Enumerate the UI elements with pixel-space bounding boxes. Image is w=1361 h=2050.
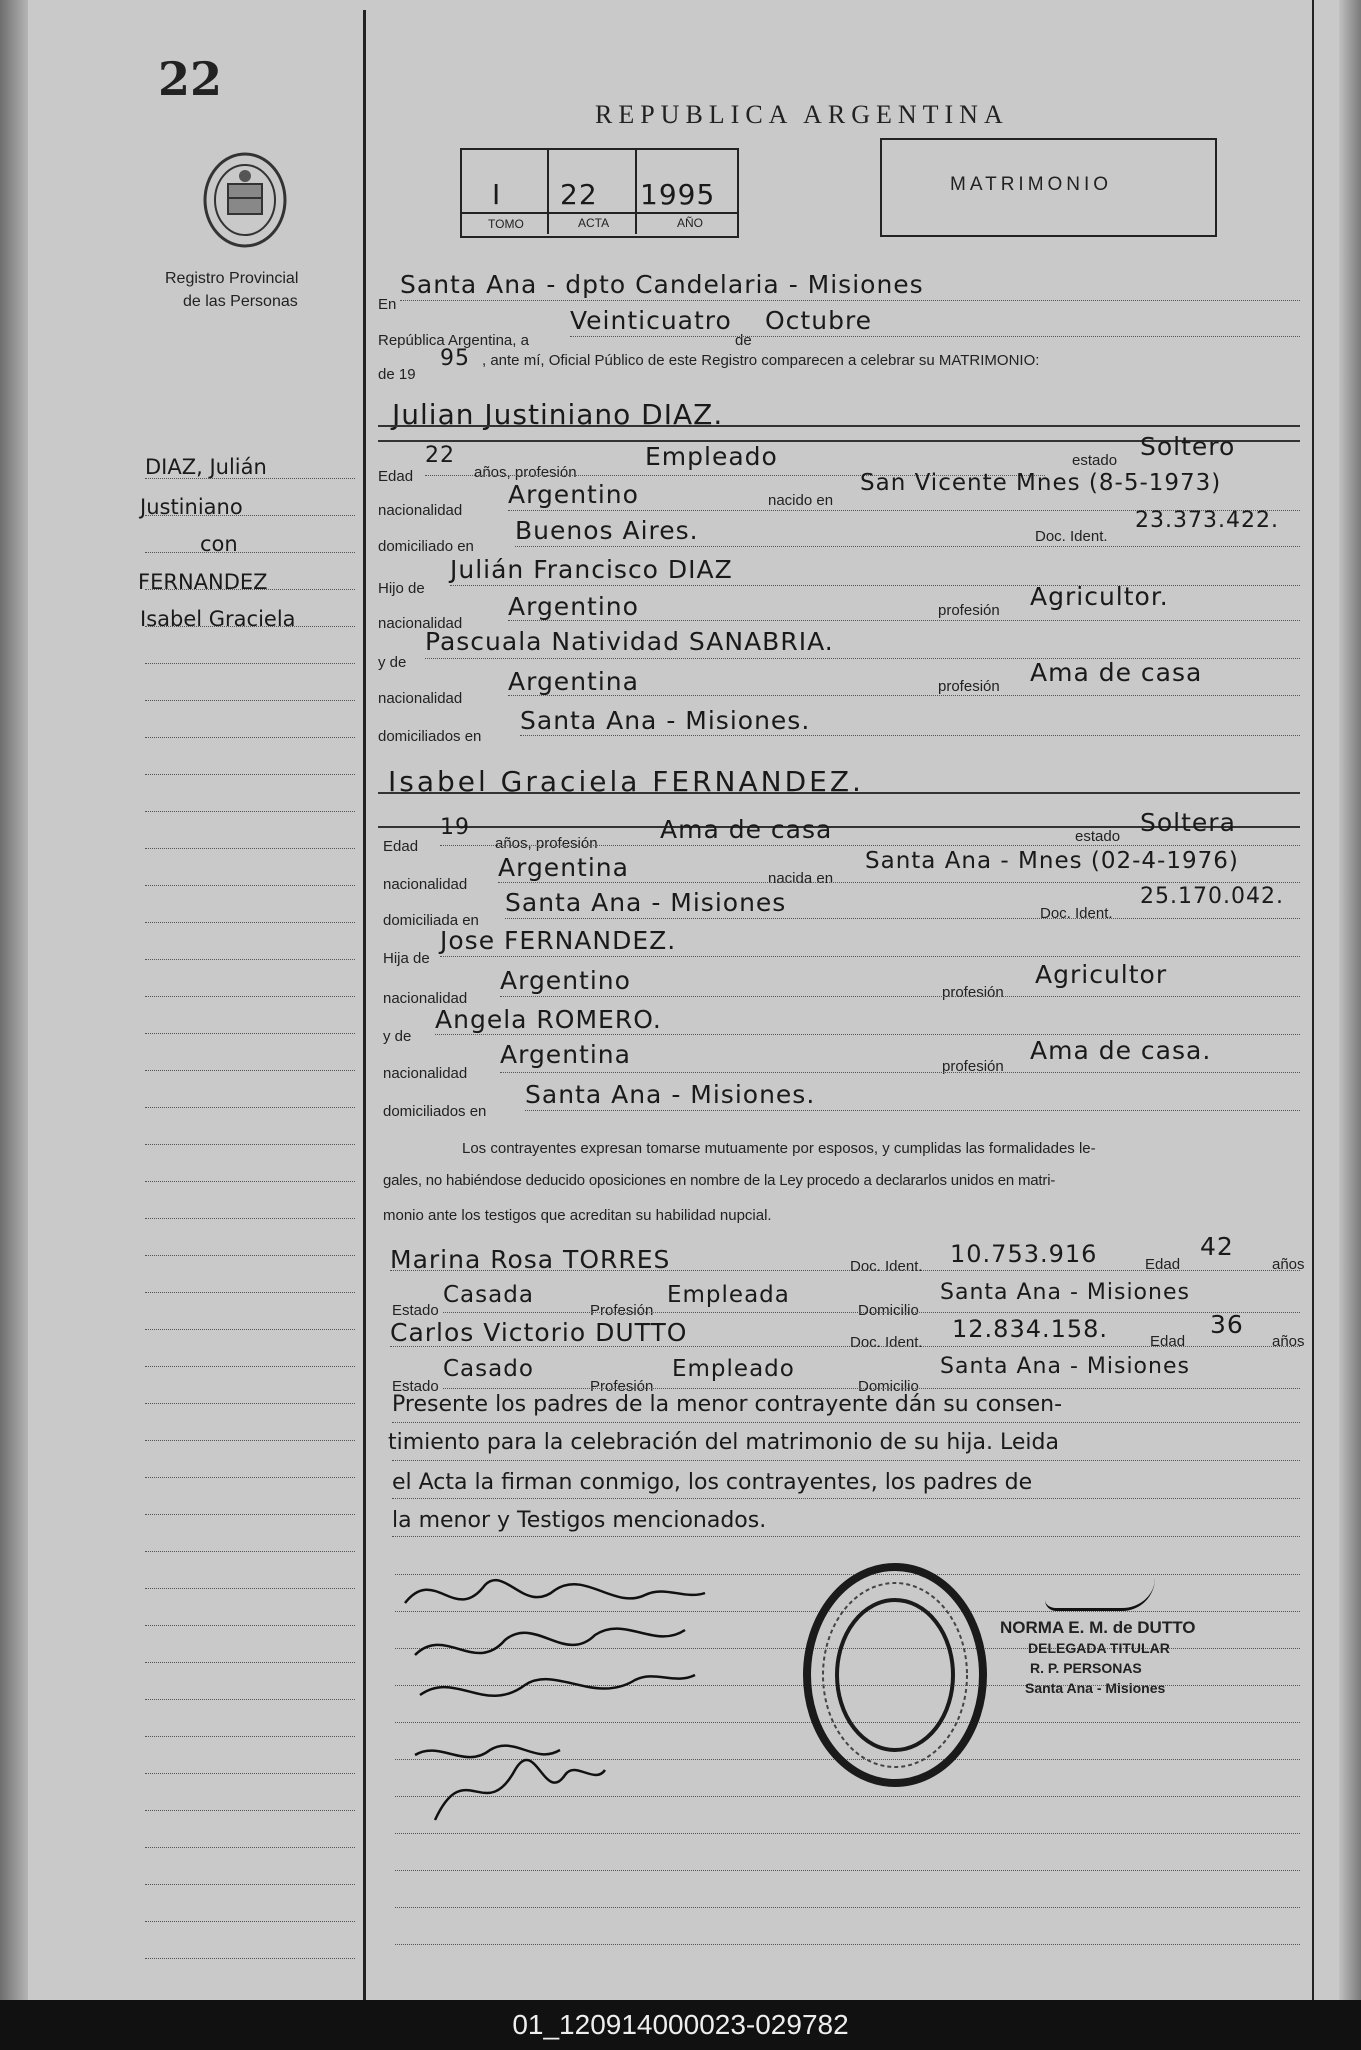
groom-birthplace: San Vicente Mnes (8-5-1973)	[860, 470, 1222, 496]
registry-label-line1: Registro Provincial	[165, 270, 299, 287]
witness1-profession: Empleada	[667, 1282, 790, 1308]
official-stamp-line1: NORMA E. M. de DUTTO	[1000, 1618, 1196, 1637]
record-divider-h	[460, 212, 737, 214]
groom-profession: Empleado	[645, 442, 778, 471]
label-republica: República Argentina, a	[378, 332, 529, 349]
act-type-label: MATRIMONIO	[950, 174, 1113, 195]
label-groom-doc: Doc. Ident.	[1035, 528, 1108, 545]
label-bride-domiciliada: domiciliada en	[383, 912, 479, 929]
bride-domicile: Santa Ana - Misiones	[505, 888, 787, 917]
groom-doc: 23.373.422.	[1135, 508, 1279, 533]
label-w2-estado: Estado	[392, 1378, 439, 1395]
witness1-status: Casada	[443, 1282, 534, 1308]
label-de19: de 19	[378, 366, 416, 383]
groom-mother-nationality: Argentina	[508, 667, 639, 696]
groom-name-line	[378, 425, 1300, 427]
groom-name: Julian Justiniano DIAZ.	[392, 398, 724, 431]
label-w1-anos: años	[1272, 1256, 1305, 1273]
label-w1-doc: Doc. Ident.	[850, 1258, 923, 1275]
margin-rule	[145, 996, 355, 997]
witness2-age: 36	[1210, 1310, 1244, 1339]
witness2-profession: Empleado	[672, 1356, 795, 1382]
witness1-domicile: Santa Ana - Misiones	[940, 1280, 1190, 1305]
margin-rule	[145, 1403, 355, 1404]
country-title: REPUBLICA ARGENTINA	[595, 100, 1009, 129]
witness2-domicile: Santa Ana - Misiones	[940, 1354, 1190, 1379]
label-w2-anos: años	[1272, 1333, 1305, 1350]
groom-father-nationality: Argentino	[508, 592, 639, 621]
bride-name: Isabel Graciela FERNANDEZ.	[388, 765, 864, 798]
label-de-month: de	[735, 332, 752, 349]
groom-domicile: Buenos Aires.	[515, 516, 699, 545]
margin-rule	[145, 737, 355, 738]
label-w1-estado: Estado	[392, 1302, 439, 1319]
registry-label-line2: de las Personas	[183, 293, 298, 310]
witness1-line	[390, 1270, 1300, 1271]
groom-father-profession: Agricultor.	[1030, 582, 1169, 611]
margin-rule	[145, 885, 355, 886]
bride-father-nat-line	[500, 996, 1300, 997]
label-bride-father-nac: nacionalidad	[383, 990, 468, 1007]
bride-profession: Ama de casa	[660, 815, 833, 844]
bride-father: Jose FERNANDEZ.	[440, 926, 677, 955]
witness2-doc: 12.834.158.	[952, 1315, 1109, 1343]
margin-rule	[145, 1255, 355, 1256]
margin-rule	[145, 774, 355, 775]
label-bride-nacionalidad: nacionalidad	[383, 876, 468, 893]
label-bride-anos-profesion: años, profesión	[495, 835, 598, 852]
margin-rule	[145, 1033, 355, 1034]
label-groom-nacido-en: nacido en	[768, 492, 834, 509]
anio-value: 1995	[640, 178, 716, 211]
witness2-name: Carlos Victorio DUTTO	[390, 1318, 688, 1347]
tomo-value: I	[492, 178, 502, 211]
notes-line1-rule	[392, 1422, 1300, 1423]
official-round-seal	[800, 1560, 990, 1790]
margin-rule	[145, 1921, 355, 1922]
margin-rule	[145, 1366, 355, 1367]
left-vertical-rule	[363, 10, 366, 2000]
margin-note-line4: FERNANDEZ	[138, 570, 268, 594]
footer-id: 01_120914000023-029782	[0, 2000, 1361, 2050]
margin-rule	[145, 811, 355, 812]
label-w2-domicilio: Domicilio	[858, 1378, 919, 1395]
bride-mother-nat-line	[500, 1072, 1300, 1073]
witness1-doc: 10.753.916	[950, 1240, 1098, 1268]
margin-rule	[145, 626, 355, 627]
declaration-line3: monio ante los testigos que acreditan su habilidad nupcial.	[383, 1207, 772, 1224]
groom-mother-profession: Ama de casa	[1030, 658, 1203, 687]
label-w1-edad: Edad	[1145, 1256, 1181, 1273]
notes-line2: timiento para la celebración del matrimonio de su hija. Leida	[388, 1430, 1059, 1455]
margin-rule	[145, 478, 355, 479]
bride-birthplace: Santa Ana - Mnes (02-4-1976)	[865, 848, 1239, 874]
margin-rule	[145, 1218, 355, 1219]
label-bride-edad: Edad	[383, 838, 419, 855]
label-w1-domicilio: Domicilio	[858, 1302, 919, 1319]
bride-parents-domicile: Santa Ana - Misiones.	[525, 1080, 816, 1109]
label-groom-edad: Edad	[378, 468, 414, 485]
margin-note-line3: con	[200, 532, 238, 556]
groom-status: Soltero	[1140, 432, 1236, 461]
bride-parents-dom-line	[525, 1110, 1300, 1111]
notes-line4: la menor y Testigos mencionados.	[392, 1508, 767, 1533]
date-line	[570, 336, 1300, 337]
label-w2-doc: Doc. Ident.	[850, 1334, 923, 1351]
bride-father-line	[440, 956, 1300, 957]
declaration-line1: Los contrayentes expresan tomarse mutuamente por esposos, y cumplidas las formalidades le-	[462, 1140, 1096, 1157]
label-bride-y-de: y de	[383, 1028, 412, 1045]
label-w1-profesion: Profesión	[590, 1302, 654, 1319]
label-groom-mother-prof: profesión	[938, 678, 1000, 695]
margin-rule	[145, 1514, 355, 1515]
margin-note-line2: Justiniano	[140, 495, 243, 519]
label-groom-parents-dom: domiciliados en	[378, 728, 482, 745]
label-bride-parents-dom: domiciliados en	[383, 1103, 487, 1120]
day-value: Veinticuatro	[570, 306, 732, 335]
bride-mother-line	[435, 1034, 1300, 1035]
label-groom-domiciliado: domiciliado en	[378, 538, 474, 555]
label-groom-nacionalidad: nacionalidad	[378, 502, 463, 519]
label-groom-anos-profesion: años, profesión	[474, 464, 577, 481]
margin-rule	[145, 1588, 355, 1589]
label-w2-profesion: Profesión	[590, 1378, 654, 1395]
year-suffix-value: 95	[440, 346, 470, 371]
bride-nationality: Argentina	[498, 853, 629, 882]
groom-dom-line	[515, 546, 1300, 547]
place-line	[400, 300, 1300, 301]
record-divider-2	[635, 148, 637, 234]
margin-rule	[145, 1329, 355, 1330]
label-bride-nacida-en: nacida en	[768, 870, 834, 887]
margin-rule	[145, 1736, 355, 1737]
acta-label: ACTA	[578, 216, 610, 230]
label-bride-estado: estado	[1075, 828, 1121, 845]
bride-doc: 25.170.042.	[1140, 884, 1284, 909]
declaration-line2: gales, no habiéndose deducido oposiciones en nombre de la Ley procedo a declararlos unidos en matri-	[383, 1172, 1056, 1189]
notes-line1: Presente los padres de la menor contrayente dán su consen-	[392, 1392, 1063, 1417]
groom-father-nat-line	[508, 620, 1300, 621]
margin-rule	[145, 589, 355, 590]
margin-rule	[145, 1847, 355, 1848]
page-number: 22	[158, 52, 223, 106]
label-bride-mother-prof: profesión	[942, 1058, 1004, 1075]
margin-rule	[145, 1699, 355, 1700]
record-divider-1	[547, 148, 549, 234]
margin-rule	[145, 1144, 355, 1145]
label-en: En	[378, 296, 397, 313]
margin-rule	[145, 922, 355, 923]
margin-rule	[145, 1625, 355, 1626]
witness2-line2	[443, 1388, 1300, 1389]
margin-rule	[145, 1773, 355, 1774]
bride-mother-nationality: Argentina	[500, 1040, 631, 1069]
bride-name-line	[378, 792, 1300, 794]
label-bride-doc: Doc. Ident.	[1040, 905, 1113, 922]
official-stamp-line4: Santa Ana - Misiones	[1025, 1680, 1166, 1696]
anio-label: AÑO	[677, 216, 704, 230]
signature-rule	[395, 1907, 1300, 1908]
groom-mother: Pascuala Natividad SANABRIA.	[425, 627, 834, 656]
margin-rule	[145, 515, 355, 516]
margin-rule	[145, 1662, 355, 1663]
label-bride-mother-nac: nacionalidad	[383, 1065, 468, 1082]
tomo-label: TOMO	[488, 217, 524, 231]
month-value: Octubre	[765, 306, 873, 335]
bride-dom-line	[505, 918, 1300, 919]
bride-age: 19	[440, 815, 470, 840]
label-groom-hijo: Hijo de	[378, 580, 425, 597]
margin-rule	[145, 1551, 355, 1552]
notes-line4-rule	[392, 1536, 1300, 1537]
bride-status: Soltera	[1140, 808, 1236, 837]
signature-rule	[395, 1870, 1300, 1871]
label-w2-edad: Edad	[1150, 1333, 1186, 1350]
label-groom-father-nac: nacionalidad	[378, 615, 463, 632]
label-groom-estado: estado	[1072, 452, 1118, 469]
margin-rule	[145, 1440, 355, 1441]
place-value: Santa Ana - dpto Candelaria - Misiones	[400, 270, 924, 299]
witness2-line	[390, 1346, 1300, 1347]
right-vertical-rule	[1312, 0, 1314, 2000]
label-groom-y-de: y de	[378, 654, 407, 671]
margin-rule	[145, 700, 355, 701]
groom-father: Julián Francisco DIAZ	[450, 555, 733, 584]
label-bride-father-prof: profesión	[942, 984, 1004, 1001]
official-stamp-line2: DELEGADA TITULAR	[1028, 1640, 1170, 1656]
bride-nat-line	[498, 882, 1300, 883]
margin-rule	[145, 1292, 355, 1293]
bride-age-line	[440, 845, 1300, 846]
groom-nationality: Argentino	[508, 480, 639, 509]
bride-father-profession: Agricultor	[1035, 960, 1168, 989]
margin-note-line1: DIAZ, Julián	[145, 455, 267, 479]
groom-father-line	[450, 585, 1300, 586]
signature-rule	[395, 1944, 1300, 1945]
bride-father-nationality: Argentino	[500, 966, 631, 995]
groom-parents-dom-line	[520, 735, 1300, 736]
bride-mother-profession: Ama de casa.	[1030, 1036, 1212, 1065]
label-groom-father-prof: profesión	[938, 602, 1000, 619]
bride-mother: Angela ROMERO.	[435, 1005, 662, 1034]
margin-rule	[145, 1884, 355, 1885]
margin-rule	[145, 1107, 355, 1108]
margin-rule	[145, 1810, 355, 1811]
margin-rule	[145, 1958, 355, 1959]
margin-rule	[145, 959, 355, 960]
label-ante-mi: , ante mí, Oficial Público de este Registro comparecen a celebrar su MATRIMONIO:	[482, 352, 1040, 369]
province-seal-icon	[200, 150, 290, 250]
notes-line3: el Acta la firman conmigo, los contrayentes, los padres de	[392, 1470, 1033, 1495]
groom-age: 22	[425, 443, 455, 468]
margin-rule	[145, 1070, 355, 1071]
official-stamp-line3: R. P. PERSONAS	[1030, 1660, 1142, 1676]
witness1-line2	[443, 1312, 1300, 1313]
witness2-status: Casado	[443, 1356, 534, 1382]
label-bride-hija: Hija de	[383, 950, 430, 967]
margin-rule	[145, 552, 355, 553]
margin-rule	[145, 663, 355, 664]
notes-line2-rule	[392, 1460, 1300, 1461]
notes-line3-rule	[392, 1498, 1300, 1499]
margin-rule	[145, 848, 355, 849]
margin-rule	[145, 1477, 355, 1478]
handwritten-signatures	[395, 1555, 795, 1845]
witness1-name: Marina Rosa TORRES	[390, 1245, 671, 1274]
margin-note-line5: Isabel Graciela	[140, 607, 296, 631]
acta-value: 22	[560, 178, 598, 211]
official-signature-stroke	[1045, 1578, 1155, 1611]
margin-rule	[145, 1181, 355, 1182]
label-groom-mother-nac: nacionalidad	[378, 690, 463, 707]
witness1-age: 42	[1200, 1232, 1234, 1261]
groom-mother-nat-line	[508, 695, 1300, 696]
groom-parents-domicile: Santa Ana - Misiones.	[520, 706, 811, 735]
